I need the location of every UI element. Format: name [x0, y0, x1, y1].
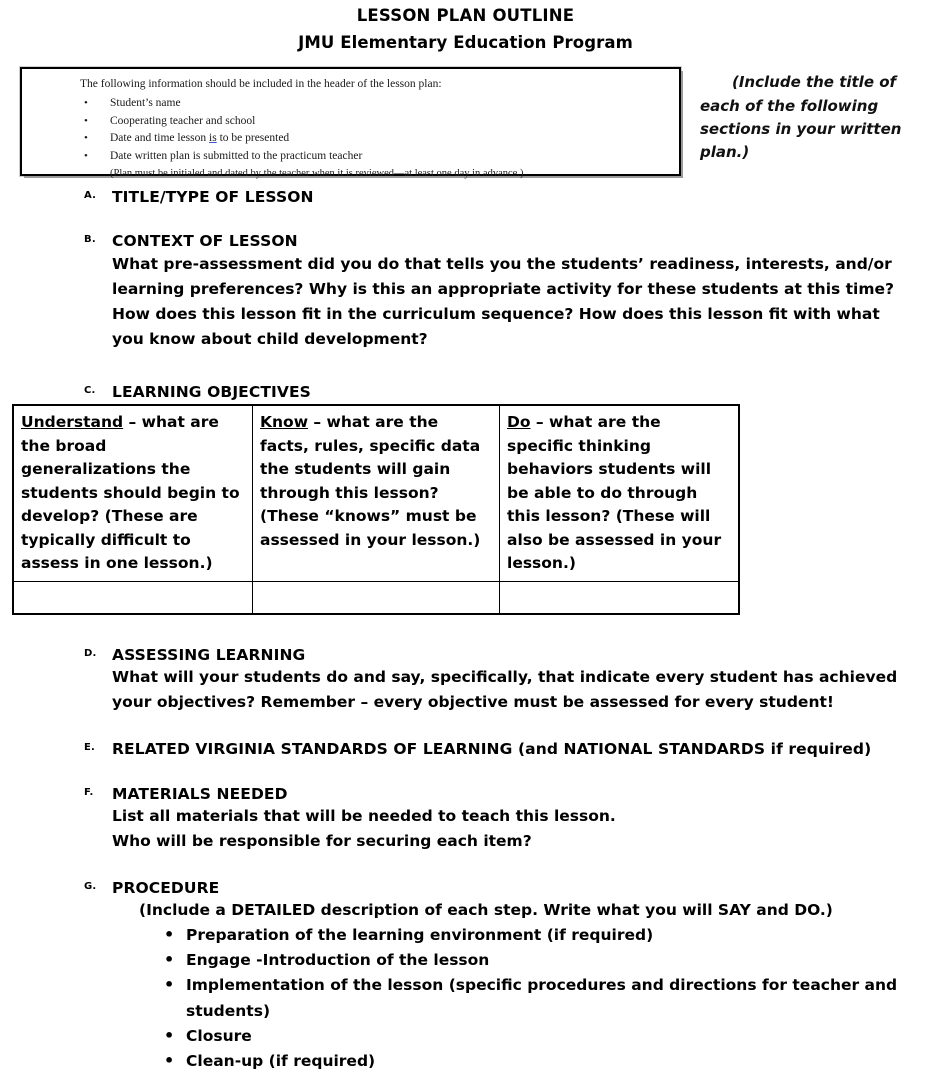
table-cell-understand-blank[interactable] — [13, 582, 253, 615]
list-item — [162, 948, 931, 973]
bullet-icon: • — [164, 975, 175, 995]
table-cell-do — [500, 405, 740, 582]
list-item-text: Date and time lesson — [110, 132, 210, 145]
section-assessing-learning — [0, 645, 931, 715]
list-item-text: Clean-up (if required) — [186, 1051, 376, 1070]
section-procedure — [0, 878, 931, 1074]
section-materials-needed — [0, 784, 931, 854]
table-cell-term: Do — [507, 413, 531, 432]
header-box-note: (Plan must be initialed and dated by the teacher when it is reviewed—at least one day in advance.) — [110, 167, 524, 179]
section-letter: C. — [84, 384, 96, 396]
section-letter: D. — [84, 648, 97, 660]
header-info-row — [0, 67, 931, 187]
spacer — [0, 352, 931, 382]
bullet-icon: • — [84, 132, 88, 145]
section-heading: RELATED VIRGINIA STANDARDS OF LEARNING (and NATIONAL STANDARDS if required) — [112, 740, 872, 759]
list-item — [162, 923, 931, 948]
section-body: What pre-assessment did you do that tells you the students’ readiness, interests, and/or learning preferences? Why is this an appropriate activity for these students at this time? How does this lesson fit in the curriculum sequence? How does this lesson fit with what you know about child development? — [112, 254, 895, 348]
table-cell-know-blank[interactable] — [253, 582, 500, 615]
list-item — [162, 973, 931, 1023]
page-title: LESSON PLAN OUTLINE — [356, 6, 575, 25]
list-item-text: Cooperating teacher and school — [110, 114, 256, 127]
spacer — [0, 207, 931, 231]
section-title-type-of-lesson — [0, 187, 931, 207]
table-cell-do-blank[interactable] — [500, 582, 740, 615]
section-letter: B. — [84, 234, 96, 246]
table-cell-text: – what are the specific thinking behaviors students will be able to do through this lesson? (These will also be assessed in your lesson.) — [507, 413, 722, 573]
section-body: What will your students do and say, specifically, that indicate every student has achieved your objectives? Remember – every objective must be assessed for every student! — [112, 668, 898, 712]
section-letter: G. — [84, 880, 97, 892]
bullet-icon: • — [164, 925, 175, 945]
page-subtitle: JMU Elementary Education Program — [298, 32, 633, 52]
section-body: (Include a DETAILED description of each step. Write what you will SAY and DO.) — [139, 901, 833, 920]
bullet-icon: • — [84, 96, 88, 109]
bullet-icon: • — [164, 1050, 175, 1070]
list-item — [162, 1049, 931, 1074]
list-item — [80, 148, 669, 166]
spellcheck-underlined-word: is — [209, 132, 217, 145]
section-heading: ASSESSING LEARNING — [112, 646, 306, 665]
section-letter: E. — [84, 742, 96, 754]
bullet-icon: • — [164, 950, 175, 970]
section-context-of-lesson — [0, 231, 931, 352]
list-item — [80, 95, 669, 113]
table-cell-term: Understand — [21, 413, 124, 432]
document-page — [0, 6, 931, 1074]
bullet-icon: • — [84, 150, 88, 163]
spacer — [0, 615, 931, 645]
list-item-text: Implementation of the lesson (specific procedures and directions for teacher and students) — [186, 976, 898, 1020]
header-box-lead: The following information should be included in the header of the lesson plan: — [80, 78, 442, 91]
section-heading: LEARNING OBJECTIVES — [112, 382, 311, 401]
list-item-text: Preparation of the learning environment (if required) — [186, 926, 654, 945]
section-learning-objectives — [0, 382, 931, 402]
table-row — [13, 405, 739, 582]
section-related-standards — [0, 739, 931, 759]
section-heading: TITLE/TYPE OF LESSON — [112, 188, 314, 207]
header-box-list — [80, 95, 669, 166]
section-heading: CONTEXT OF LESSON — [112, 232, 298, 251]
spacer — [0, 715, 931, 739]
section-letter: F. — [84, 786, 94, 798]
table-cell-understand — [13, 405, 253, 582]
spacer — [0, 760, 931, 784]
procedure-list — [112, 923, 931, 1074]
table-cell-know — [253, 405, 500, 582]
list-item — [80, 130, 669, 148]
list-item-text: Engage -Introduction of the lesson — [186, 951, 490, 970]
spacer — [0, 854, 931, 878]
list-item — [162, 1024, 931, 1049]
list-item-text-cont: to be presented — [216, 132, 290, 145]
list-item — [80, 113, 669, 131]
section-body-line-2: Who will be responsible for securing each item? — [112, 831, 532, 850]
list-item-text: Date written plan is submitted to the practicum teacher — [110, 150, 363, 163]
table-cell-text: – what are the facts, rules, specific data the students will gain through this lesson? (These “knows” must be assessed in your lesson.) — [260, 413, 481, 549]
learning-objectives-table — [12, 404, 740, 615]
list-item-text: Closure — [186, 1026, 252, 1045]
side-note: (Include the title of each of the following sections in your written plan.) — [700, 73, 902, 161]
section-heading: PROCEDURE — [112, 878, 220, 897]
bullet-icon: • — [84, 114, 88, 127]
section-letter: A. — [84, 190, 97, 202]
section-body-line-1: List all materials that will be needed to teach this lesson. — [112, 806, 616, 825]
section-heading: MATERIALS NEEDED — [112, 784, 288, 803]
list-item-text: Student’s name — [110, 96, 181, 109]
table-cell-text: – what are the broad generalizations the students should begin to develop? (These are typically difficult to assess in one lesson.) — [21, 413, 240, 573]
table-row — [13, 582, 739, 615]
table-cell-term: Know — [260, 413, 309, 432]
bullet-icon: • — [164, 1025, 175, 1045]
header-info-box — [20, 67, 681, 179]
